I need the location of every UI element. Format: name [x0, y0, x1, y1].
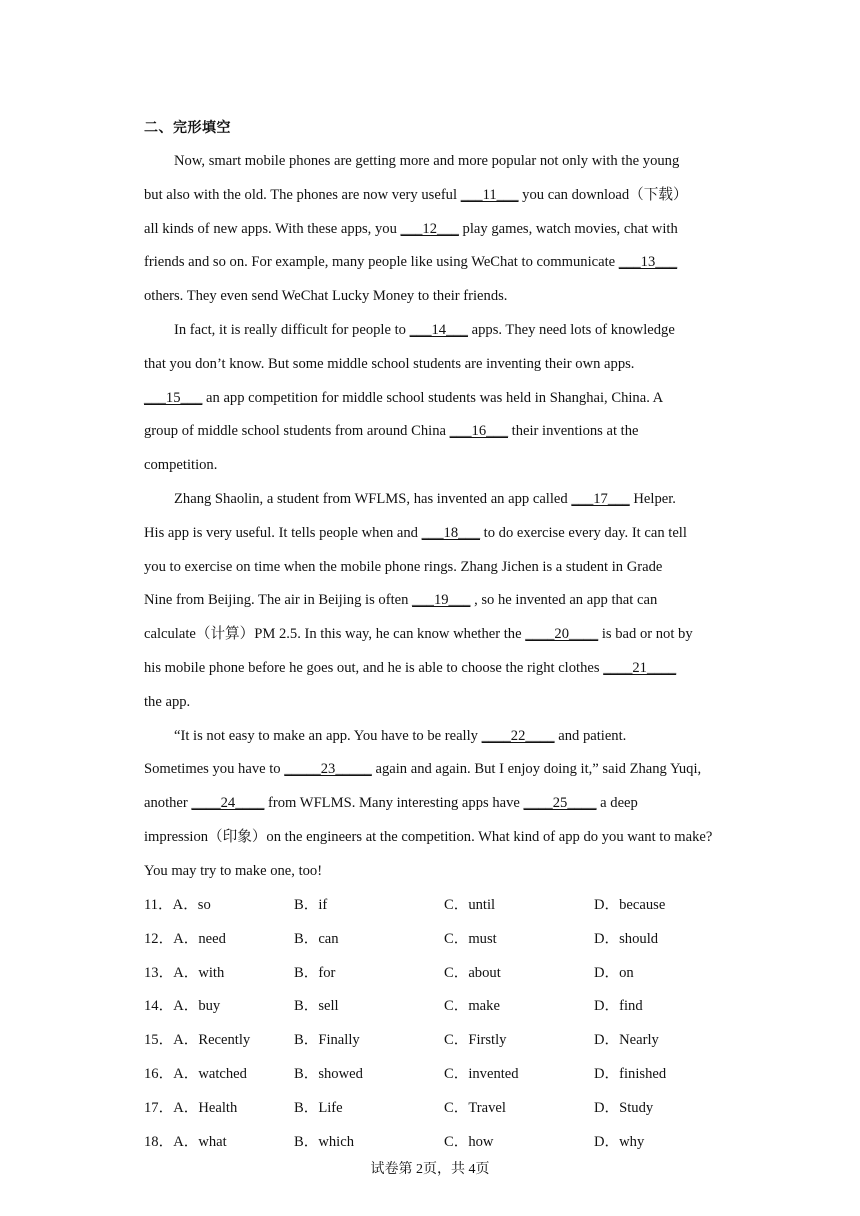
passage-text: apps. They need lots of knowledge	[467, 321, 675, 338]
passage-text: their inventions at the	[508, 423, 639, 440]
answer-blank: ___14___	[409, 321, 468, 338]
passage-text: a deep	[596, 795, 638, 812]
option-text: C．invented	[444, 1065, 519, 1082]
option-text: C．Firstly	[444, 1032, 507, 1049]
passage-text: again and again. But I enjoy doing it,” said Zhang Yuqi,	[371, 761, 702, 778]
option-text: A．buy	[173, 998, 221, 1015]
option-d	[594, 962, 634, 984]
passage-line	[144, 792, 734, 826]
passage-line	[144, 319, 734, 353]
option-text: B．showed	[294, 1065, 363, 1082]
passage-text: his mobile phone before he goes out, and he is able to choose the right clothes	[144, 659, 604, 676]
passage-text: play games, watch movies, chat with	[458, 220, 678, 237]
passage-line	[144, 589, 734, 623]
answer-blank: ____25____	[523, 795, 597, 812]
passage-line	[144, 826, 734, 860]
option-text: A．need	[173, 930, 226, 947]
option-text: B．can	[294, 930, 339, 947]
option-a	[144, 894, 211, 916]
option-text: C．how	[444, 1133, 494, 1150]
passage-text: “It is not easy to make an app. You have to be really	[174, 727, 482, 744]
option-a	[144, 995, 220, 1017]
option-text: D．Nearly	[594, 1032, 659, 1049]
option-text: D．because	[594, 897, 666, 913]
question-row	[144, 894, 744, 928]
option-b	[294, 928, 339, 950]
passage-line	[144, 488, 734, 522]
passage-text: competition.	[144, 457, 218, 474]
answer-blank: ___17___	[571, 490, 630, 507]
question-row	[144, 962, 744, 996]
answer-blank: ___19___	[412, 592, 471, 609]
section-title: 二、完形填空	[144, 120, 231, 136]
option-c	[444, 962, 501, 984]
passage-line	[144, 420, 734, 454]
answer-blank: ____22____	[481, 727, 555, 744]
passage-line	[144, 657, 734, 691]
option-a	[144, 1131, 227, 1153]
option-c	[444, 1063, 519, 1085]
answer-blank: ____20____	[525, 626, 599, 643]
passage-text: Now, smart mobile phones are getting more and more popular not only with the young	[174, 153, 680, 169]
question-number: 14．	[144, 998, 174, 1015]
option-d	[594, 1029, 659, 1051]
passage-text: calculate（计算）PM 2.5. In this way, he can know whether the	[144, 626, 526, 643]
option-text: B．which	[294, 1133, 354, 1150]
passage-text: impression（印象）on the engineers at the competition. What kind of app do you want to make?	[144, 828, 713, 845]
question-number: 17．	[144, 1099, 174, 1116]
option-c	[444, 1131, 493, 1153]
option-d	[594, 1097, 653, 1119]
option-text: A．so	[172, 897, 211, 913]
option-text: B．Finally	[294, 1032, 360, 1049]
option-c	[444, 1029, 506, 1051]
option-d	[594, 928, 658, 950]
passage-text: but also with the old. The phones are now very useful	[144, 186, 461, 203]
passage-text: you to exercise on time when the mobile phone rings. Zhang Jichen is a student in Grade	[144, 558, 663, 575]
option-text: D．find	[594, 998, 643, 1015]
passage-line	[144, 758, 734, 792]
option-a	[144, 962, 224, 984]
passage-line	[144, 556, 734, 590]
option-b	[294, 894, 327, 916]
passage-text: You may try to make one, too!	[144, 862, 323, 879]
passage-text: In fact, it is really difficult for people to	[174, 321, 410, 338]
cloze-passage	[144, 150, 734, 894]
question-number: 12．	[144, 930, 174, 947]
option-text: D．on	[594, 964, 634, 981]
passage-text: others. They even send WeChat Lucky Money to their friends.	[144, 288, 508, 305]
option-b	[294, 995, 339, 1017]
option-d	[594, 1063, 666, 1085]
option-text: B．for	[294, 964, 336, 981]
option-b	[294, 1029, 360, 1051]
option-text: A．with	[173, 964, 225, 981]
option-text: D．why	[594, 1133, 645, 1150]
option-a	[144, 1097, 237, 1119]
option-c	[444, 894, 495, 916]
page-footer: 试卷第 2页，共 4页	[370, 1162, 490, 1177]
passage-line	[144, 285, 734, 319]
answer-options	[144, 894, 744, 1164]
passage-line	[144, 353, 734, 387]
option-text: C．until	[444, 897, 496, 913]
question-row	[144, 928, 744, 962]
option-c	[444, 1097, 506, 1119]
question-row	[144, 1063, 744, 1097]
passage-text: that you don’t know. But some middle school students are inventing their own apps.	[144, 355, 635, 372]
option-text: D．should	[594, 930, 659, 947]
option-text: A．Recently	[173, 1032, 251, 1049]
option-b	[294, 1097, 343, 1119]
passage-text: Helper.	[629, 490, 676, 507]
passage-text: , so he invented an app that can	[470, 592, 658, 609]
option-b	[294, 1131, 354, 1153]
passage-text: friends and so on. For example, many people like using WeChat to communicate	[144, 254, 619, 271]
answer-blank: ___16___	[449, 423, 508, 440]
option-d	[594, 1131, 644, 1153]
option-c	[444, 995, 500, 1017]
passage-text: to do exercise every day. It can tell	[480, 524, 687, 541]
answer-blank: ___13___	[618, 254, 678, 271]
answer-blank: ___15___	[144, 389, 203, 406]
question-number: 13．	[144, 964, 174, 981]
passage-line	[144, 150, 734, 184]
passage-text: Nine from Beijing. The air in Beijing is often	[144, 592, 413, 609]
option-b	[294, 962, 335, 984]
question-number: 11．	[144, 897, 173, 913]
passage-line	[144, 725, 734, 759]
question-row	[144, 995, 744, 1029]
answer-blank: ___12___	[400, 220, 459, 237]
passage-line	[144, 218, 734, 252]
option-d	[594, 995, 643, 1017]
passage-text: another	[144, 795, 192, 812]
passage-text: and patient.	[554, 727, 627, 744]
option-text: C．Travel	[444, 1099, 506, 1116]
answer-blank: ___11___	[460, 186, 519, 203]
option-a	[144, 1063, 247, 1085]
passage-text: group of middle school students from around China	[144, 423, 450, 440]
option-text: B．if	[294, 897, 328, 913]
question-row	[144, 1097, 744, 1131]
passage-text: from WFLMS. Many interesting apps have	[264, 795, 524, 812]
question-number: 15．	[144, 1032, 174, 1049]
passage-line	[144, 691, 734, 725]
option-text: C．about	[444, 964, 501, 981]
option-text: B．Life	[294, 1099, 343, 1116]
passage-text: all kinds of new apps. With these apps, you	[144, 220, 401, 237]
passage-text: the app.	[144, 693, 191, 710]
option-text: A．watched	[173, 1065, 247, 1082]
passage-text: is bad or not by	[598, 626, 693, 643]
option-c	[444, 928, 497, 950]
passage-line	[144, 522, 734, 556]
option-text: C．make	[444, 998, 500, 1015]
passage-line	[144, 184, 734, 218]
option-text: C．must	[444, 930, 497, 947]
option-text: A．Health	[173, 1099, 238, 1116]
answer-blank: ____21____	[603, 659, 677, 676]
option-a	[144, 928, 226, 950]
option-b	[294, 1063, 363, 1085]
passage-line	[144, 454, 734, 488]
option-d	[594, 894, 665, 916]
answer-blank: ____24____	[191, 795, 265, 812]
option-text: A．what	[173, 1133, 227, 1150]
passage-text: an app competition for middle school students was held in Shanghai, China. A	[202, 389, 664, 406]
passage-line	[144, 860, 734, 894]
option-text: D．Study	[594, 1099, 654, 1116]
passage-line	[144, 387, 734, 421]
answer-blank: _____23_____	[284, 761, 372, 778]
passage-line	[144, 251, 734, 285]
passage-text: Sometimes you have to	[144, 761, 285, 778]
question-number: 18．	[144, 1133, 174, 1150]
passage-text: His app is very useful. It tells people when and	[144, 524, 422, 541]
question-number: 16．	[144, 1065, 174, 1082]
passage-line	[144, 623, 734, 657]
option-text: D．finished	[594, 1065, 667, 1082]
passage-text: you can download（下载）	[518, 186, 688, 203]
passage-text: Zhang Shaolin, a student from WFLMS, has invented an app called	[174, 490, 572, 507]
question-row	[144, 1029, 744, 1063]
option-text: B．sell	[294, 998, 339, 1015]
option-a	[144, 1029, 250, 1051]
answer-blank: ___18___	[421, 524, 480, 541]
